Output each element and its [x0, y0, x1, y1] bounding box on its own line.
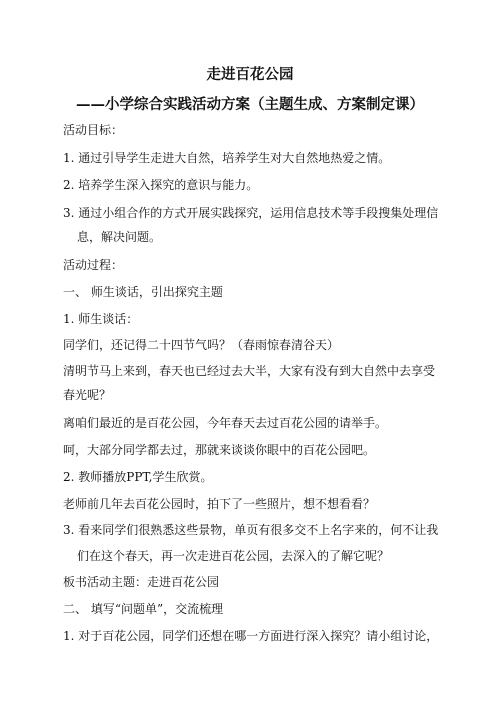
text-line: 活动过程： [63, 258, 124, 272]
section-heading: 二、 填写“问题单”，交流梳理 [63, 602, 224, 616]
text-line: 板书活动主题：走进百花公园 [63, 575, 220, 589]
text-line: 清明节马上来到，春天也已经过去大半，大家有没有到大自然中去享受 [63, 364, 436, 378]
text-line: 3. 看来同学们很熟悉这些景物，单页有很多交不上名字来的，何不让我 [63, 523, 439, 537]
text-line: 离咱们最近的是百花公园，今年春天去过百花公园的请举手。 [63, 416, 388, 430]
text-line: 2. 教师播放PPT,学生欣赏。 [63, 470, 213, 484]
text-line: 息，解决问题。 [77, 230, 162, 244]
page-title: 走进百花公园 [206, 66, 294, 83]
text-line: 同学们，还记得二十四节气吗？（春雨惊春清谷天） [63, 338, 340, 352]
text-line: 2. 培养学生深入探究的意识与能力。 [63, 178, 259, 192]
text-line: 1. 对于百花公园，同学们还想在哪一方面进行深入探究？请小组讨论， [63, 629, 439, 643]
section-heading: 一、 师生谈话，引出探究主题 [63, 285, 223, 299]
text-line: 1. 师生谈话： [63, 312, 139, 326]
page-subtitle: ——小学综合实践活动方案（主题生成、方案制定课） [76, 96, 424, 113]
text-line: 们在这个春天，再一次走进百花公园，去深入的了解它呢？ [77, 549, 390, 563]
text-line: 活动目标： [63, 123, 124, 137]
text-line: 老师前几年去百花公园时，拍下了一些照片，想不想看看？ [63, 497, 376, 511]
text-line: 3. 通过小组合作的方式开展实践探究，运用信息技术等手段搜集处理信 [63, 206, 439, 220]
text-line: 春光呢？ [63, 388, 112, 402]
text-line: 1. 通过引导学生走进大自然，培养学生对大自然地热爱之情。 [63, 151, 391, 165]
text-line: 呵，大部分同学都去过，那就来谈谈你眼中的百花公园吧。 [63, 443, 376, 457]
